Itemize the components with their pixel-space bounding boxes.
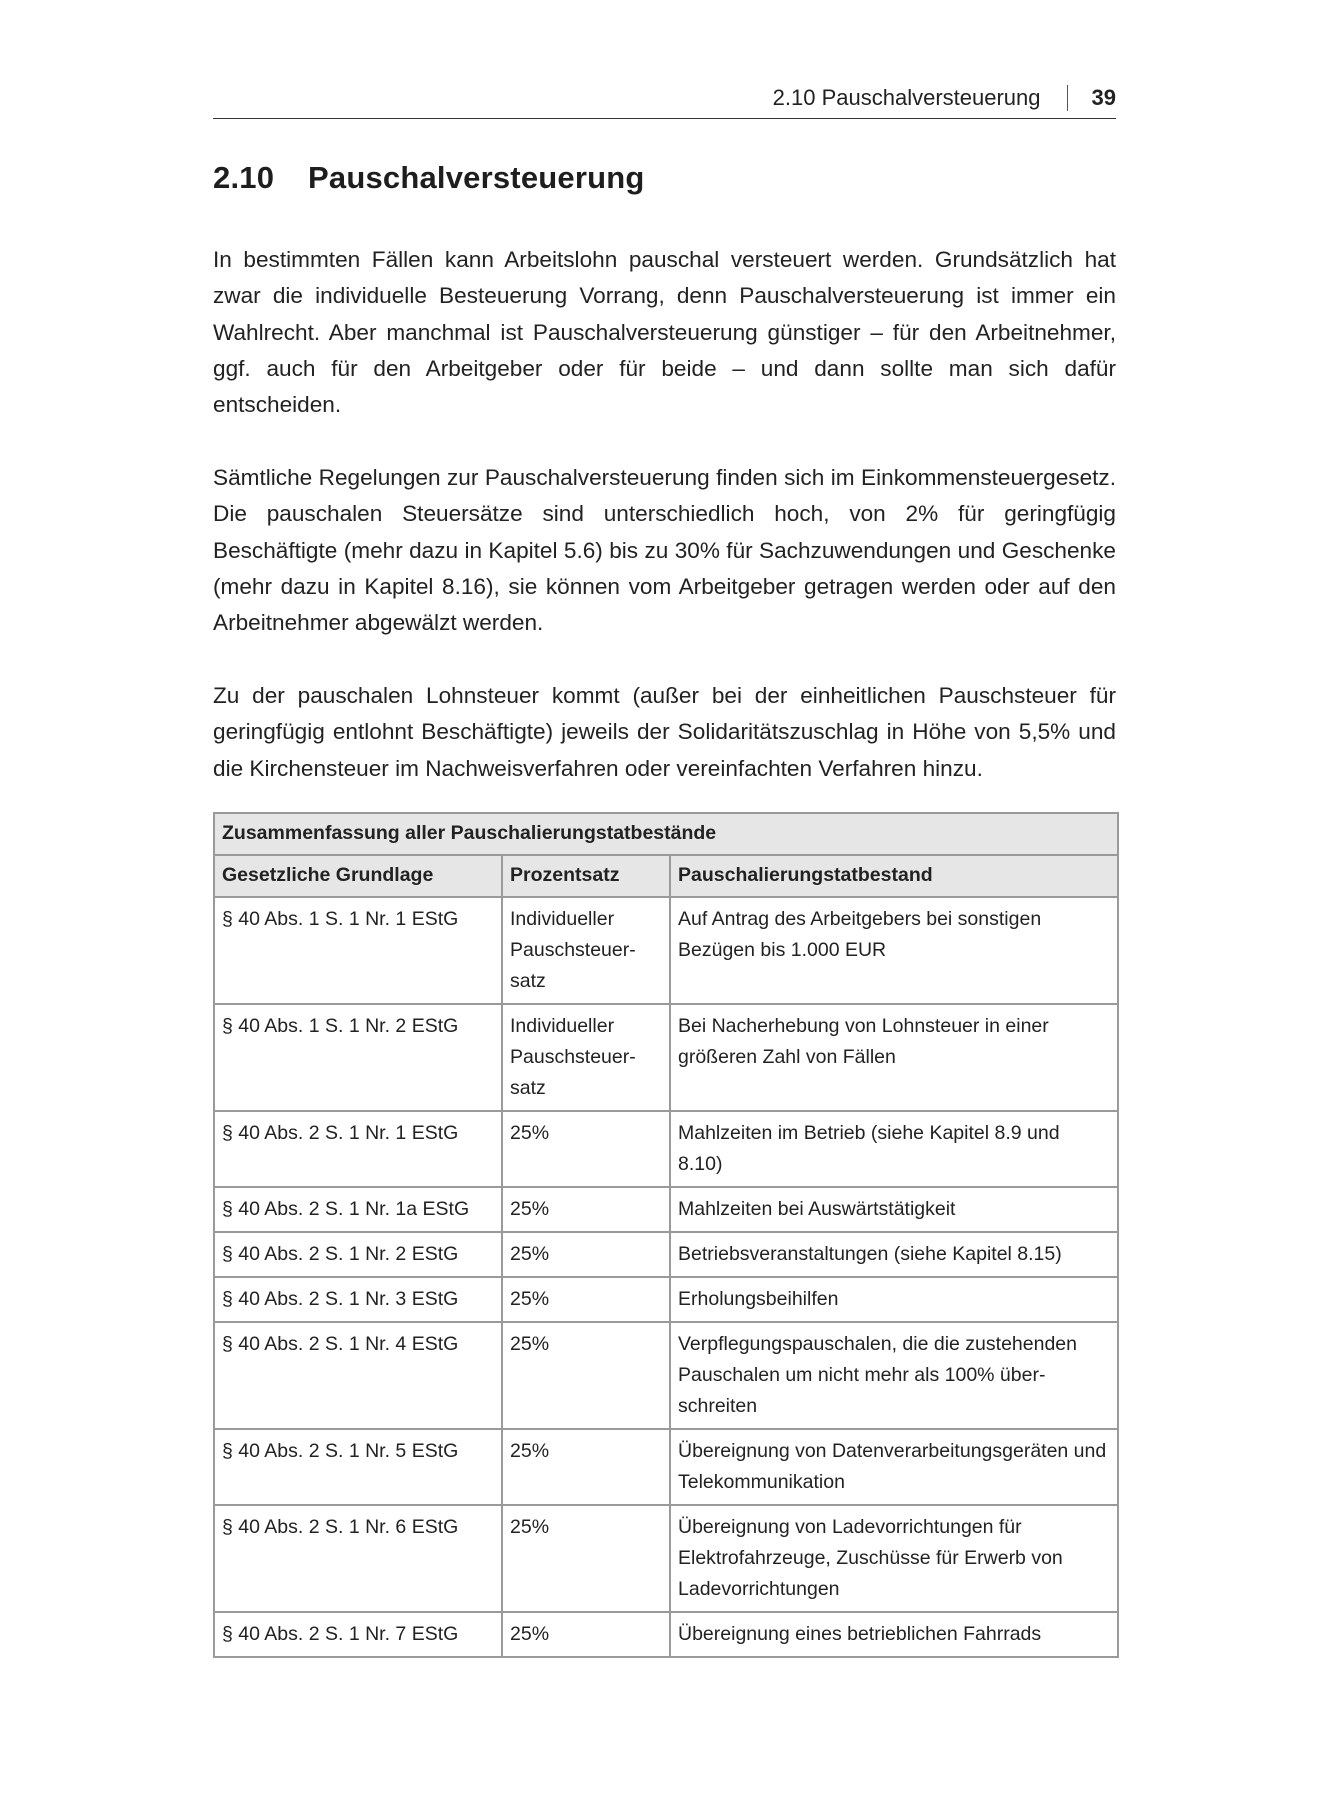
table-row <box>214 1187 1118 1232</box>
summary-table <box>213 812 1119 1658</box>
table-caption-row <box>214 813 1118 855</box>
running-header <box>213 78 1116 119</box>
header-separator <box>1067 85 1068 111</box>
cell-basis: § 40 Abs. 2 S. 1 Nr. 6 EStG <box>214 1505 502 1612</box>
table-row <box>214 1277 1118 1322</box>
column-header-basis: Gesetzliche Grundlage <box>214 855 502 897</box>
cell-rate: 25% <box>502 1187 670 1232</box>
cell-basis: § 40 Abs. 1 S. 1 Nr. 1 EStG <box>214 897 502 1004</box>
cell-fact: Mahlzeiten im Betrieb (siehe Kapitel 8.9 und 8.10) <box>670 1111 1118 1187</box>
paragraph-regulations: Sämtliche Regelungen zur Pauschalversteuerung finden sich im Einkommensteuergesetz. Die pauschalen Steuersätze sind unterschiedlich hoch, von 2% für geringfügig Beschäftigte (mehr dazu in Kapitel 5.6) bis zu 30% für Sachzuwendungen und Geschenke (mehr dazu in Kapitel 8.16), sie können vom Arbeitgeber getragen werden oder auf den Arbeitnehmer abgewälzt werden. <box>213 465 1116 636</box>
cell-basis: § 40 Abs. 2 S. 1 Nr. 3 EStG <box>214 1277 502 1322</box>
cell-basis: § 40 Abs. 2 S. 1 Nr. 7 EStG <box>214 1612 502 1657</box>
cell-fact: Übereignung von Datenverarbeitungsgeräten und Telekommunikation <box>670 1429 1118 1505</box>
cell-fact: Übereignung von Ladevorrichtungen für Elektrofahrzeuge, Zuschüsse für Erwerb von Ladevorrichtungen <box>670 1505 1118 1612</box>
cell-fact: Mahlzeiten bei Auswärtstätigkeit <box>670 1187 1118 1232</box>
cell-rate: 25% <box>502 1429 670 1505</box>
cell-rate: Individueller Pauschsteuersatz <box>502 897 670 1004</box>
table-row <box>214 897 1118 1004</box>
cell-fact: Übereignung eines betrieblichen Fahrrads <box>670 1612 1118 1657</box>
table-caption: Zusammenfassung aller Pauschalierungstatbestände <box>214 813 1118 855</box>
cell-fact: Erholungsbeihilfen <box>670 1277 1118 1322</box>
cell-fact: Bei Nacherhebung von Lohnsteuer in einer größeren Zahl von Fällen <box>670 1004 1118 1111</box>
cell-basis: § 40 Abs. 2 S. 1 Nr. 4 EStG <box>214 1322 502 1429</box>
table-row <box>214 1111 1118 1187</box>
column-header-fact: Pauschalierungstatbestand <box>670 855 1118 897</box>
table-row <box>214 1232 1118 1277</box>
cell-rate: 25% <box>502 1232 670 1277</box>
cell-basis: § 40 Abs. 2 S. 1 Nr. 1a EStG <box>214 1187 502 1232</box>
cell-fact: Auf Antrag des Arbeitgebers bei sonstigen Bezügen bis 1.000 EUR <box>670 897 1118 1004</box>
cell-basis: § 40 Abs. 2 S. 1 Nr. 2 EStG <box>214 1232 502 1277</box>
running-header-section: 2.10 Pauschalversteuerung <box>772 85 1041 110</box>
cell-basis: § 40 Abs. 2 S. 1 Nr. 5 EStG <box>214 1429 502 1505</box>
cell-rate: 25% <box>502 1505 670 1612</box>
cell-rate: 25% <box>502 1322 670 1429</box>
paragraph-intro: In bestimmten Fällen kann Arbeitslohn pauschal versteuert werden. Grundsätzlich hat zwar die individuelle Besteuerung Vorrang, denn Pauschalversteuerung ist immer ein Wahlrecht. Aber manchmal ist Pauschalversteuerung günstiger – für den Arbeitnehmer, ggf. auch für den Arbeitgeber oder für beide – und dann sollte man sich dafür entscheiden. <box>213 247 1116 418</box>
section-title: Pauschalversteuerung <box>308 160 645 195</box>
table-header-row <box>214 855 1118 897</box>
section-heading <box>213 160 645 196</box>
column-header-rate: Prozentsatz <box>502 855 670 897</box>
table-row <box>214 1322 1118 1429</box>
cell-fact: Verpflegungspauschalen, die die zustehenden Pauschalen um nicht mehr als 100% überschreiten <box>670 1322 1118 1429</box>
table-row <box>214 1612 1118 1657</box>
table-row <box>214 1429 1118 1505</box>
cell-fact: Betriebsveranstaltungen (siehe Kapitel 8.15) <box>670 1232 1118 1277</box>
cell-rate: 25% <box>502 1111 670 1187</box>
cell-rate: 25% <box>502 1612 670 1657</box>
cell-rate: Individueller Pauschsteuersatz <box>502 1004 670 1111</box>
table-row <box>214 1505 1118 1612</box>
paragraph-surcharges: Zu der pauschalen Lohnsteuer kommt (außer bei der einheitlichen Pauschsteuer für geringfügig entlohnt Beschäftigte) jeweils der Solidaritätszuschlag in Höhe von 5,5% und die Kirchensteuer im Nachweisverfahren oder vereinfachten Verfahren hinzu. <box>213 683 1116 781</box>
cell-rate: 25% <box>502 1277 670 1322</box>
table-row <box>214 1004 1118 1111</box>
cell-basis: § 40 Abs. 2 S. 1 Nr. 1 EStG <box>214 1111 502 1187</box>
page-number: 39 <box>1091 85 1116 110</box>
cell-basis: § 40 Abs. 1 S. 1 Nr. 2 EStG <box>214 1004 502 1111</box>
section-number: 2.10 <box>213 160 275 195</box>
